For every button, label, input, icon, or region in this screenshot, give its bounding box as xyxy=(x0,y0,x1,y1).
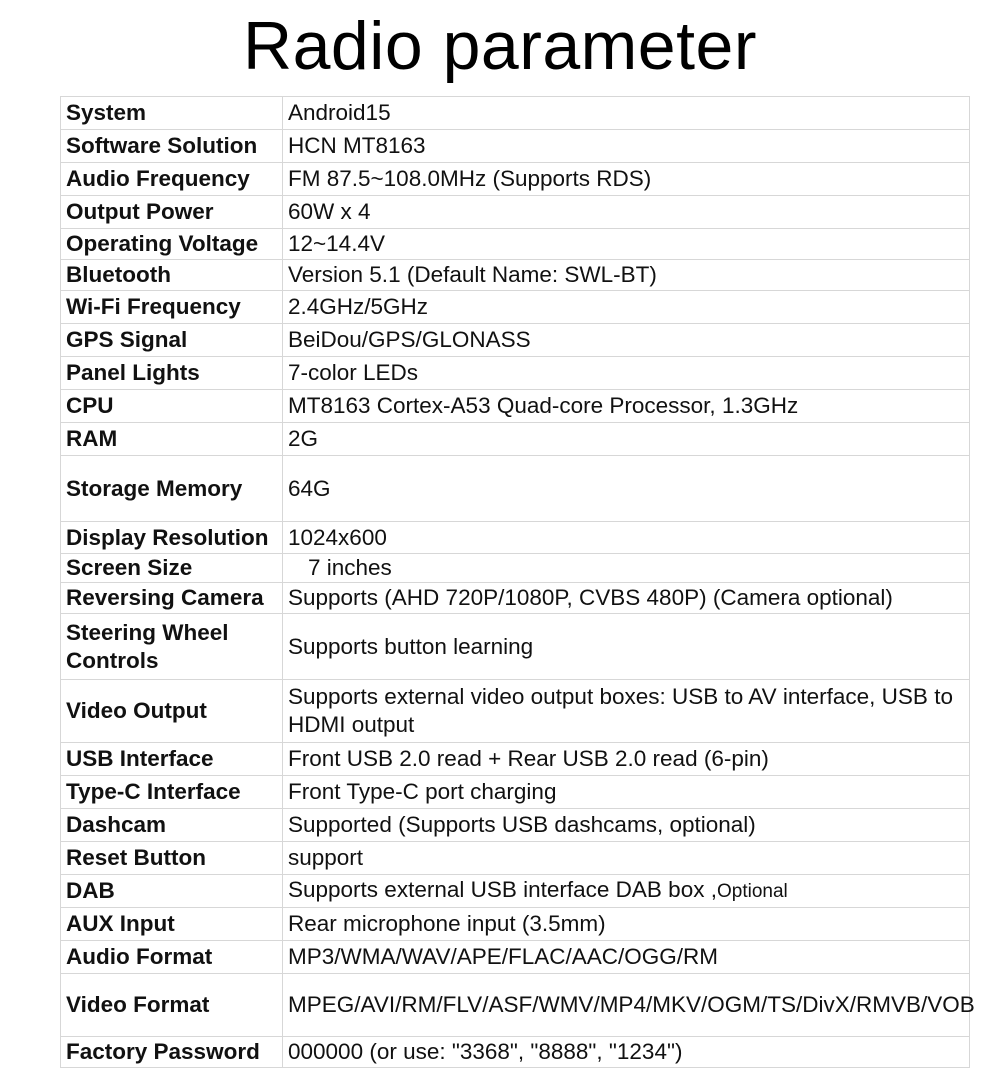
row-label: DAB xyxy=(61,875,283,908)
row-label: Factory Password xyxy=(61,1037,283,1068)
row-label: Audio Format xyxy=(61,941,283,974)
row-label: Video Format xyxy=(61,974,283,1037)
row-value: Front Type-C port charging xyxy=(283,776,970,809)
table-row xyxy=(61,908,970,941)
row-label: Display Resolution xyxy=(61,522,283,554)
row-label: Dashcam xyxy=(61,809,283,842)
row-label: Operating Voltage xyxy=(61,229,283,260)
table-row xyxy=(61,974,970,1037)
table-row xyxy=(61,554,970,583)
row-value: support xyxy=(283,842,970,875)
table-row xyxy=(61,941,970,974)
table-row xyxy=(61,196,970,229)
row-value: FM 87.5~108.0MHz (Supports RDS) xyxy=(283,163,970,196)
table-row xyxy=(61,390,970,423)
table-row xyxy=(61,324,970,357)
screen-size-value: 7 inches xyxy=(308,555,392,580)
row-value: 7-color LEDs xyxy=(283,357,970,390)
row-label: RAM xyxy=(61,423,283,456)
row-value: 60W x 4 xyxy=(283,196,970,229)
dab-optional-note: Optional xyxy=(716,881,788,902)
row-value: MP3/WMA/WAV/APE/FLAC/AAC/OGG/RM xyxy=(283,941,970,974)
table-row xyxy=(61,357,970,390)
row-value: Supported (Supports USB dashcams, optional) xyxy=(283,809,970,842)
row-value: Front USB 2.0 read + Rear USB 2.0 read (6-pin) xyxy=(283,743,970,776)
row-label: USB Interface xyxy=(61,743,283,776)
row-value xyxy=(283,554,970,583)
dab-value: Supports external USB interface DAB box , xyxy=(288,877,717,902)
table-row xyxy=(61,743,970,776)
table-row xyxy=(61,875,970,908)
table-row xyxy=(61,260,970,291)
row-label: Steering Wheel Controls xyxy=(61,614,283,680)
row-value: Supports external video output boxes: USB to AV interface, USB to HDMI output xyxy=(283,680,970,743)
row-value: BeiDou/GPS/GLONASS xyxy=(283,324,970,357)
row-value: 12~14.4V xyxy=(283,229,970,260)
row-value: MPEG/AVI/RM/FLV/ASF/WMV/MP4/MKV/OGM/TS/DivX/RMVB/VOB xyxy=(283,974,970,1037)
table-row xyxy=(61,97,970,130)
row-value: Supports (AHD 720P/1080P, CVBS 480P) (Camera optional) xyxy=(283,583,970,614)
table-row xyxy=(61,229,970,260)
row-value: 64G xyxy=(283,456,970,522)
table-row xyxy=(61,776,970,809)
spec-table xyxy=(60,96,975,1068)
row-label: Screen Size xyxy=(61,554,283,583)
table-row xyxy=(61,130,970,163)
row-value xyxy=(283,875,970,908)
row-label: Video Output xyxy=(61,680,283,743)
row-label: Audio Frequency xyxy=(61,163,283,196)
row-label: GPS Signal xyxy=(61,324,283,357)
row-label: Reversing Camera xyxy=(61,583,283,614)
row-value: Rear microphone input (3.5mm) xyxy=(283,908,970,941)
row-label: System xyxy=(61,97,283,130)
table-row xyxy=(61,456,970,522)
table-row xyxy=(61,423,970,456)
table-row xyxy=(61,291,970,324)
row-label: Type-C Interface xyxy=(61,776,283,809)
table-row xyxy=(61,163,970,196)
row-label: Software Solution xyxy=(61,130,283,163)
table-row xyxy=(61,614,970,680)
row-label: Output Power xyxy=(61,196,283,229)
row-value: 2G xyxy=(283,423,970,456)
table-row xyxy=(61,809,970,842)
row-label: Wi-Fi Frequency xyxy=(61,291,283,324)
table-row xyxy=(61,680,970,743)
row-label: CPU xyxy=(61,390,283,423)
row-value: HCN MT8163 xyxy=(283,130,970,163)
row-label: Panel Lights xyxy=(61,357,283,390)
table-row xyxy=(61,842,970,875)
row-label: Reset Button xyxy=(61,842,283,875)
row-label: AUX Input xyxy=(61,908,283,941)
table-row xyxy=(61,1037,970,1068)
table-row xyxy=(61,522,970,554)
row-label: Bluetooth xyxy=(61,260,283,291)
row-value: Android15 xyxy=(283,97,970,130)
row-value: MT8163 Cortex-A53 Quad-core Processor, 1.3GHz xyxy=(283,390,970,423)
page-title: Radio parameter xyxy=(243,8,757,84)
row-value: 1024x600 xyxy=(283,522,970,554)
row-value: Version 5.1 (Default Name: SWL-BT) xyxy=(283,260,970,291)
row-value: 2.4GHz/5GHz xyxy=(283,291,970,324)
row-label: Storage Memory xyxy=(61,456,283,522)
table-row xyxy=(61,583,970,614)
row-value: 000000 (or use: "3368", "8888", "1234") xyxy=(283,1037,970,1068)
row-value: Supports button learning xyxy=(283,614,970,680)
